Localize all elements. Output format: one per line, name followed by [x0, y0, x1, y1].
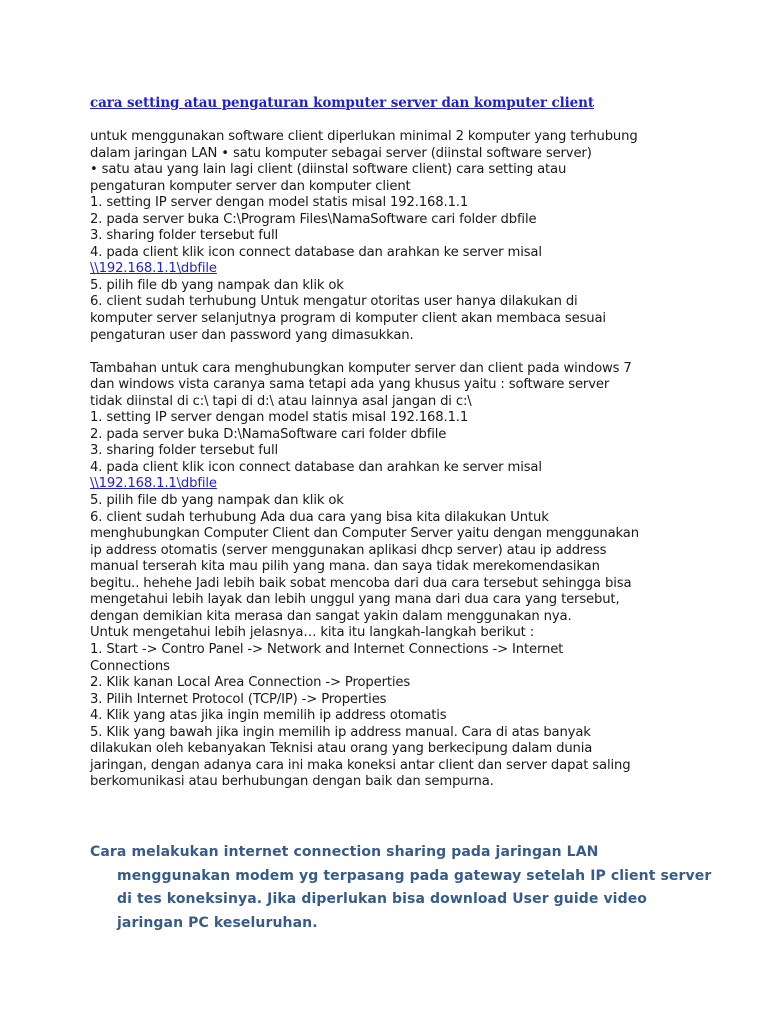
body-line: Connections	[90, 658, 170, 674]
body-line: manual terserah kita mau pilih yang mana. dan saya tidak merekomendasikan	[90, 559, 600, 575]
body-line: 1. setting IP server dengan model statis misal 192.168.1.1	[90, 410, 469, 426]
section-heading	[90, 841, 712, 935]
body-line: 6. client sudah terhubung Ada dua cara yang bisa kita dilakukan Untuk	[90, 509, 549, 525]
body-line: 6. client sudah terhubung Untuk mengatur otoritas user hanya dilakukan di	[90, 294, 578, 310]
body-line: untuk menggunakan software client diperlukan minimal 2 komputer yang terhubung	[90, 129, 638, 144]
body-line: 1. setting IP server dengan model statis misal 192.168.1.1	[90, 195, 469, 211]
body-line: • satu atau yang lain lagi client (diinstal software client) cara setting atau	[90, 162, 567, 178]
body-line: dalam jaringan LAN • satu komputer sebagai server (diinstal software server)	[90, 145, 592, 161]
network-path-link[interactable]: \\192.168.1.1\dbfile	[90, 476, 217, 492]
body-line: dengan demikian kita merasa dan sangat yakin dalam menggunakan nya.	[90, 608, 572, 624]
body-line: pengaturan komputer server dan komputer client	[90, 178, 411, 194]
body-line: tidak diinstal di c:\ tapi di d:\ atau lainnya asal jangan di c:\	[90, 393, 472, 409]
body-line: dilakukan oleh kebanyakan Teknisi atau orang yang berkecipung dalam dunia	[90, 741, 593, 757]
body-line: jaringan, dengan adanya cara ini maka koneksi antar client dan server dapat saling	[90, 757, 631, 773]
body-line: 2. pada server buka D:\NamaSoftware cari folder dbfile	[90, 426, 447, 442]
body-line: komputer server selanjutnya program di komputer client akan membaca sesuai	[90, 311, 606, 327]
body-line: 5. pilih file db yang nampak dan klik ok	[90, 493, 344, 509]
body-line: menghubungkan Computer Client dan Computer Server yaitu dengan menggunakan	[90, 526, 639, 542]
body-line: 2. Klik kanan Local Area Connection -> Properties	[90, 675, 411, 691]
body-line: ip address otomatis (server menggunakan aplikasi dhcp server) atau ip address	[90, 542, 607, 558]
body-line-link	[90, 476, 690, 493]
body-line: 5. Klik yang bawah jika ingin memilih ip address manual. Cara di atas banyak	[90, 724, 591, 740]
network-path-link[interactable]: \\192.168.1.1\dbfile	[90, 261, 217, 277]
body-line: Untuk mengetahui lebih jelasnya… kita itu langkah-langkah berikut :	[90, 625, 535, 641]
page-title[interactable]: cara setting atau pengaturan komputer server dan komputer client	[90, 95, 595, 111]
body-line-link	[90, 261, 690, 278]
body-line: 4. pada client klik icon connect database dan arahkan ke server misal	[90, 459, 542, 475]
body-line: 3. sharing folder tersebut full	[90, 443, 279, 459]
body-line: dan windows vista caranya sama tetapi ada yang khusus yaitu : software server	[90, 377, 610, 393]
body-line: 4. Klik yang atas jika ingin memilih ip address otomatis	[90, 708, 447, 724]
body-line: Tambahan untuk cara menghubungkan komputer server dan client pada windows 7	[90, 360, 632, 376]
article-body	[90, 129, 690, 791]
body-line: 3. sharing folder tersebut full	[90, 228, 279, 244]
body-line: 3. Pilih Internet Protocol (TCP/IP) -> Properties	[90, 691, 387, 707]
body-line: 4. pada client klik icon connect database dan arahkan ke server misal	[90, 244, 542, 260]
body-line: begitu.. hehehe Jadi lebih baik sobat mencoba dari dua cara tersebut sehingga bisa	[90, 575, 632, 591]
body-line: mengetahui lebih layak dan lebih unggul yang mana dari dua cara yang tersebut,	[90, 592, 620, 608]
body-line: berkomunikasi atau berhubungan dengan baik dan sempurna.	[90, 774, 494, 790]
body-line: 5. pilih file db yang nampak dan klik ok	[90, 277, 344, 293]
heading-line: jaringan PC keseluruhan.	[117, 914, 318, 931]
blank-line	[90, 344, 690, 361]
heading-line: di tes koneksinya. Jika diperlukan bisa download User guide video	[117, 891, 648, 907]
heading-line: Cara melakukan internet connection sharing pada jaringan LAN	[90, 844, 599, 860]
heading-line: menggunakan modem yg terpasang pada gateway setelah IP client server	[117, 867, 712, 884]
body-line: 1. Start -> Contro Panel -> Network and Internet Connections -> Internet	[90, 641, 564, 657]
body-line: 2. pada server buka C:\Program Files\NamaSoftware cari folder dbfile	[90, 211, 537, 227]
body-line: pengaturan user dan password yang dimasukkan.	[90, 327, 414, 343]
